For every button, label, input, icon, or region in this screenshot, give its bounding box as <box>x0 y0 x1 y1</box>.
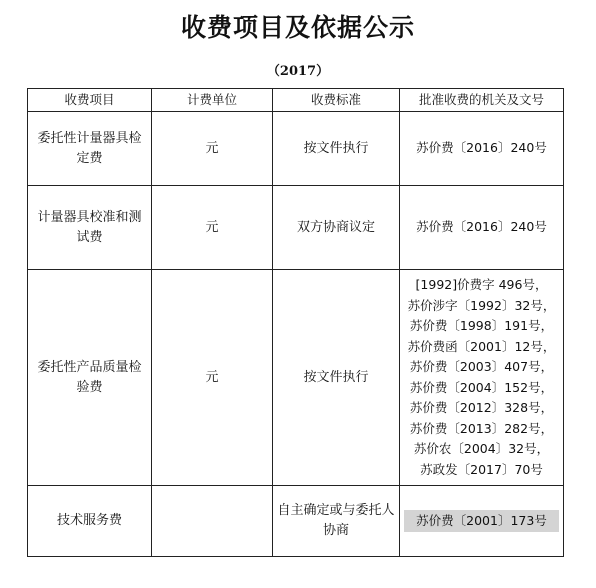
cell-billing-unit: 元 <box>152 112 273 186</box>
cell-billing-unit: 元 <box>152 186 273 270</box>
cell-fee-standard: 双方协商议定 <box>273 186 400 270</box>
cell-approval-basis <box>400 186 564 270</box>
fee-table <box>27 88 564 557</box>
basis-line: 苏价费〔2016〕240号 <box>416 219 547 235</box>
basis-line: [1992]价费字 496号， <box>415 277 548 292</box>
basis-line: 苏价费〔1998〕191号， <box>409 318 554 333</box>
page-year: （2017） <box>266 64 330 79</box>
table-row <box>28 112 564 186</box>
basis-line: 苏价农〔2004〕32号， <box>413 441 550 456</box>
cell-fee-standard: 按文件执行 <box>273 270 400 486</box>
cell-billing-unit: 元 <box>152 270 273 486</box>
table-row <box>28 486 564 557</box>
basis-line: 苏价费〔2003〕407号， <box>409 359 554 374</box>
basis-line: 苏价费〔2016〕240号 <box>416 140 547 156</box>
basis-line-highlighted: 苏价费〔2001〕173号 <box>404 510 559 533</box>
cell-fee-item: 技术服务费 <box>28 486 152 557</box>
table-row <box>28 270 564 486</box>
header-fee-standard: 收费标准 <box>273 89 400 112</box>
basis-line: 苏价费〔2012〕328号， <box>409 400 554 415</box>
basis-line: 苏价费函〔2001〕12号， <box>407 338 556 354</box>
cell-approval-basis <box>400 270 564 486</box>
cell-fee-standard: 自主确定或与委托人协商 <box>273 486 400 557</box>
basis-line: 苏价涉字〔1992〕32号， <box>407 297 556 313</box>
table-row <box>28 186 564 270</box>
cell-approval-basis <box>400 486 564 557</box>
cell-approval-basis <box>400 112 564 186</box>
cell-fee-item: 委托性产品质量检验费 <box>28 270 152 486</box>
basis-line: 苏价费〔2004〕152号， <box>409 379 554 395</box>
page-title: 收费项目及依据公示 <box>180 13 415 42</box>
header-fee-item: 收费项目 <box>28 89 152 112</box>
cell-fee-standard: 按文件执行 <box>273 112 400 186</box>
cell-fee-item: 计量器具校准和测试费 <box>28 186 152 270</box>
basis-line: 苏政发〔2017〕70号 <box>420 461 543 477</box>
header-billing-unit: 计费单位 <box>152 89 273 112</box>
cell-billing-unit <box>152 486 273 557</box>
header-approval-basis: 批准收费的机关及文号 <box>400 89 564 112</box>
basis-line: 苏价费〔2013〕282号， <box>409 420 554 436</box>
cell-fee-item: 委托性计量器具检定费 <box>28 112 152 186</box>
table-header-row <box>28 89 564 112</box>
